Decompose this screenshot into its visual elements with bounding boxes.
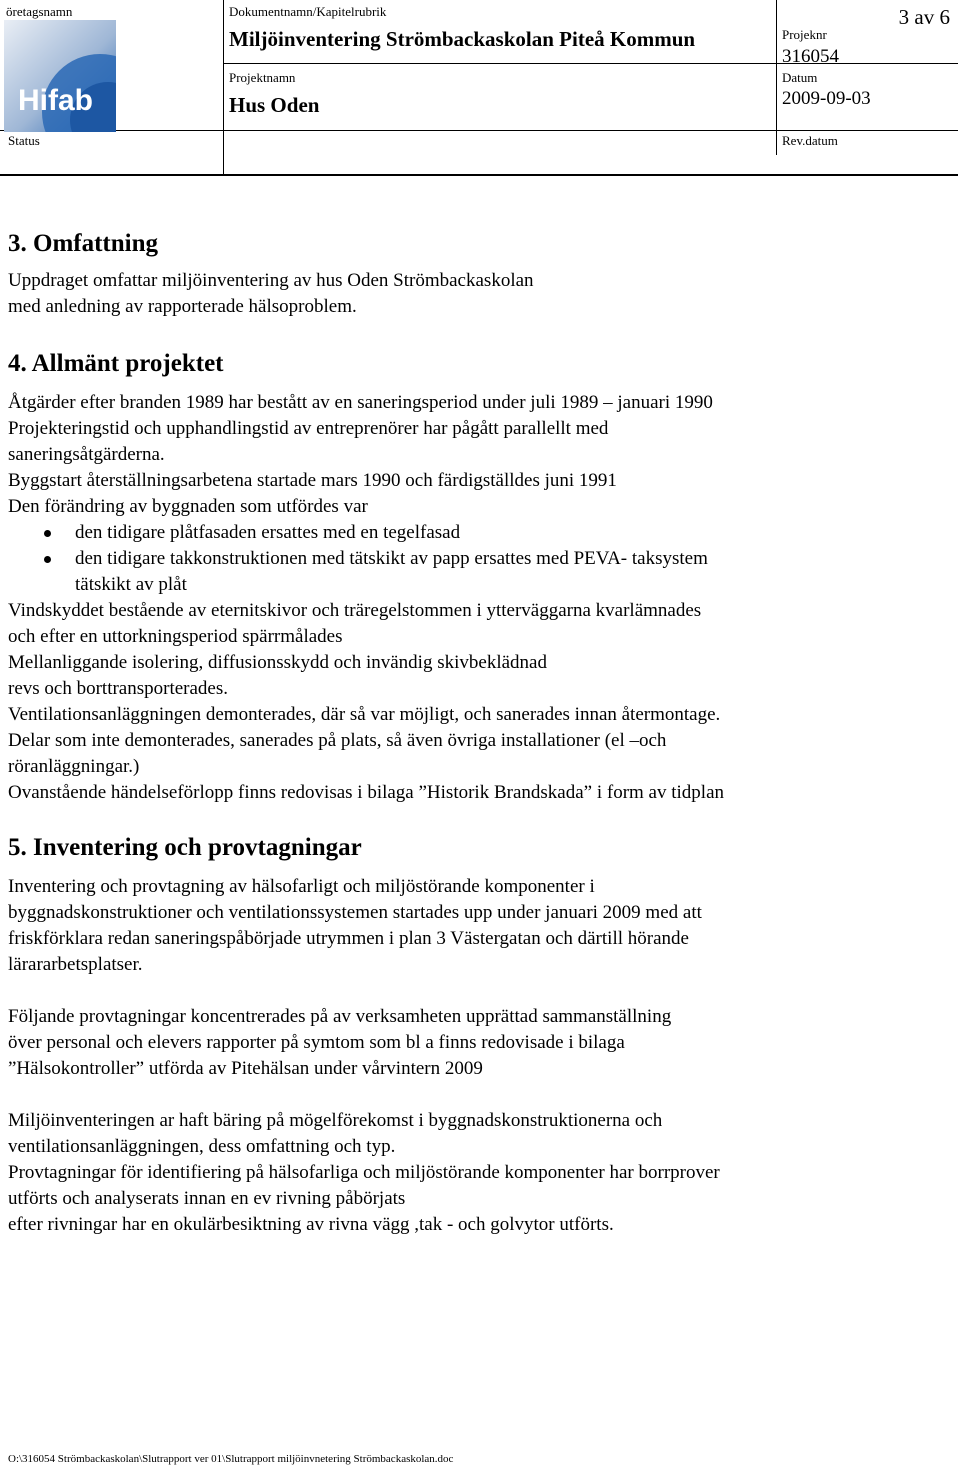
header-divider-1 xyxy=(223,0,224,175)
company-label: öretagsnamn xyxy=(6,4,73,19)
body-line: Provtagningar för identifiering på hälsofarliga och miljöstörande komponenter har borrprover xyxy=(8,1162,720,1183)
body-line: friskförklara redan saneringspåbörjade utrymmen i plan 3 Västergatan och därtill hörande xyxy=(8,928,689,949)
rev-date-label: Rev.datum xyxy=(782,133,838,148)
body-line: Åtgärder efter branden 1989 har bestått av en saneringsperiod under juli 1989 – januari 1990 xyxy=(8,392,713,413)
date-label: Datum xyxy=(782,70,818,85)
body-line: Miljöinventeringen ar haft bäring på mögelförekomst i byggnadskonstruktionerna och xyxy=(8,1110,663,1131)
body-line: och efter en uttorkningsperiod spärrmålades xyxy=(8,626,343,647)
bullet-text: den tidigare takkonstruktionen med tätskikt av papp ersattes med PEVA- taksystem xyxy=(75,548,708,569)
section-5-heading: 5. Inventering och provtagningar xyxy=(8,834,362,861)
body-line: Mellanliggande isolering, diffusionsskydd och invändig skivbeklädnad xyxy=(8,652,547,673)
footer-file-path: O:\316054 Strömbackaskolan\Slutrapport ver 01\Slutrapport miljöinvnetering Strömbackaskolan.doc xyxy=(8,1453,454,1465)
body-line: Inventering och provtagning av hälsofarligt och miljöstörande komponenter i xyxy=(8,876,595,897)
svg-text:Hifab: Hifab xyxy=(18,84,93,117)
body-line: ventilationsanläggningen, dess omfattning och typ. xyxy=(8,1136,396,1157)
project-name: Hus Oden xyxy=(229,93,320,117)
body-line: lärararbetsplatser. xyxy=(8,954,143,975)
body-line: Uppdraget omfattar miljöinventering av hus Oden Strömbackaskolan xyxy=(8,270,534,291)
body-line: efter rivningar har en okulärbesiktning av rivna vägg ,tak - och golvytor utförts. xyxy=(8,1214,614,1235)
company-logo xyxy=(4,20,116,132)
header-divider-2 xyxy=(776,0,777,155)
body-line: Ventilationsanläggningen demonterades, där så var möjligt, och sanerades innan återmontage. xyxy=(8,704,721,725)
body-line: ”Hälsokontroller” utförda av Pitehälsan under vårvintern 2009 xyxy=(8,1058,483,1079)
page-indicator: 3 av 6 xyxy=(898,5,950,29)
doc-title-label: Dokumentnamn/Kapitelrubrik xyxy=(229,4,387,19)
body-line: utförts och analyserats innan en ev rivning påbörjats xyxy=(8,1188,406,1209)
body-line: saneringsåtgärderna. xyxy=(8,444,165,465)
header-rule-2 xyxy=(0,130,958,131)
date-value: 2009-09-03 xyxy=(782,88,871,109)
body-line: över personal och elevers rapporter på symtom som bl a finns redovisade i bilaga xyxy=(8,1032,625,1053)
bullet-text: den tidigare plåtfasaden ersattes med en tegelfasad xyxy=(75,522,461,543)
body-line: röranläggningar.) xyxy=(8,756,140,777)
section-3-heading: 3. Omfattning xyxy=(8,230,158,257)
body-line: Ovanstående händelseförlopp finns redovisas i bilaga ”Historik Brandskada” i form av tidplan xyxy=(8,782,724,803)
body-line: med anledning av rapporterade hälsoproblem. xyxy=(8,296,357,317)
body-line: Den förändring av byggnaden som utfördes var xyxy=(8,496,368,517)
project-name-label: Projektnamn xyxy=(229,70,296,85)
project-no: 316054 xyxy=(782,46,839,67)
document-body xyxy=(8,228,952,1238)
status-label: Status xyxy=(8,133,40,148)
body-line: byggnadskonstruktioner och ventilationssystemen startades upp under januari 2009 med att xyxy=(8,902,702,923)
header-rule-bottom xyxy=(0,174,958,176)
body-line: Följande provtagningar koncentrerades på av verksamheten upprättad sammanställning xyxy=(8,1006,672,1027)
body-line: Delar som inte demonterades, sanerades på plats, så även övriga installationer (el –och xyxy=(8,730,667,751)
header-rule-1 xyxy=(223,63,958,64)
bullet-icon xyxy=(44,530,51,537)
doc-title: Miljöinventering Strömbackaskolan Piteå Kommun xyxy=(229,27,696,51)
project-no-label: Projeknr xyxy=(782,27,827,42)
bullet-item xyxy=(8,520,952,546)
body-line: Byggstart återställningsarbetena startade mars 1990 och färdigställdes juni 1991 xyxy=(8,470,617,491)
bullet-icon xyxy=(44,556,51,563)
document-header xyxy=(0,0,958,175)
body-line: Vindskyddet bestående av eternitskivor och träregelstommen i ytterväggarna kvarlämnades xyxy=(8,600,702,621)
bullet-item xyxy=(8,546,952,572)
section-4-heading: 4. Allmänt projektet xyxy=(8,350,224,377)
bullet-continuation: tätskikt av plåt xyxy=(75,574,187,595)
body-line: Projekteringstid och upphandlingstid av entreprenörer har pågått parallellt med xyxy=(8,418,609,439)
body-line: revs och borttransporterades. xyxy=(8,678,229,699)
